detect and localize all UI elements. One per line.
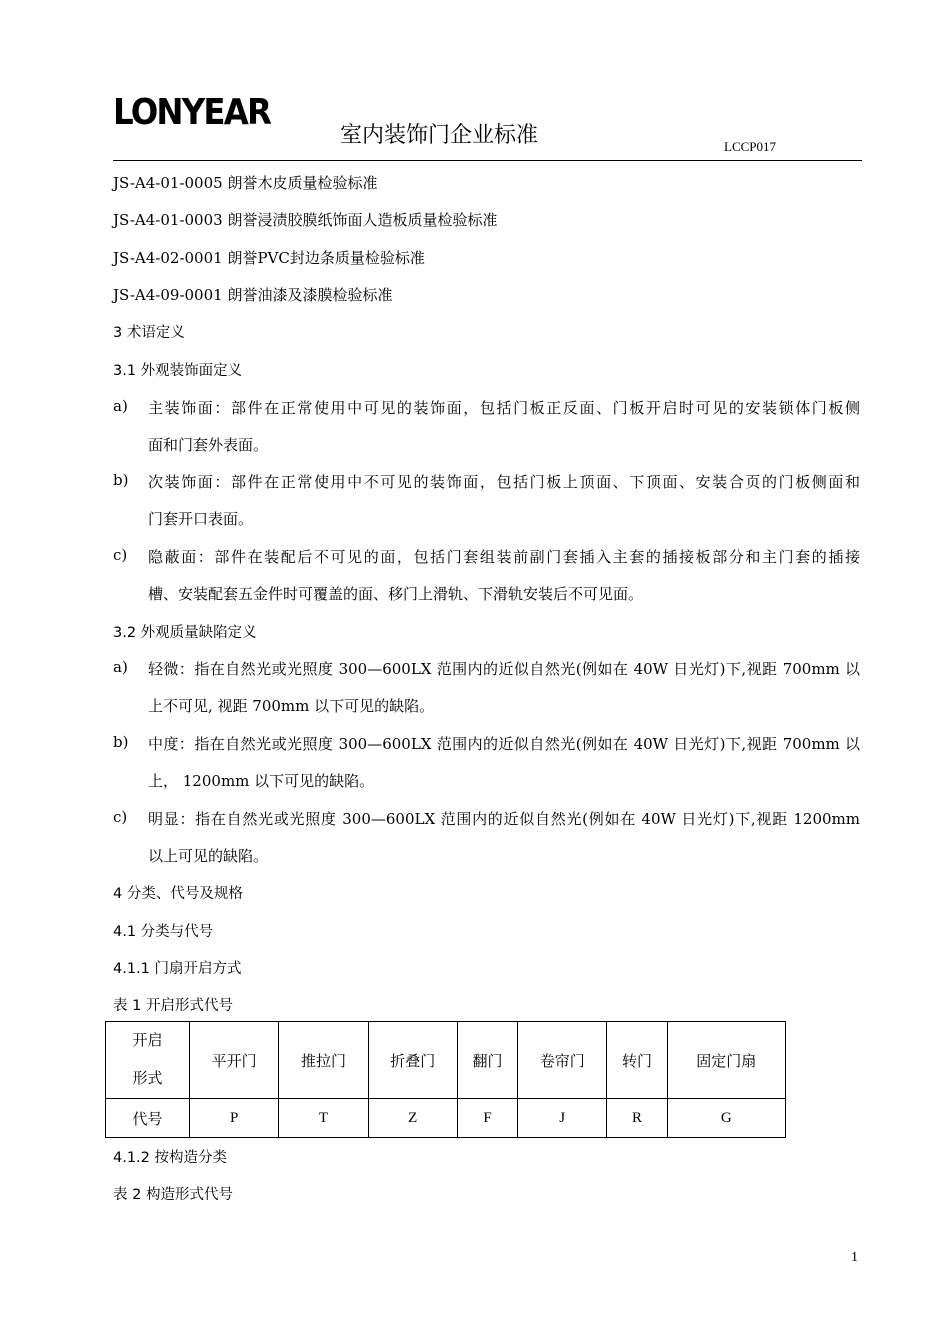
subsection-heading: 4.1.2 按构造分类 bbox=[113, 1150, 228, 1166]
header-divider bbox=[113, 160, 862, 161]
table-cell: 推拉门 bbox=[279, 1022, 368, 1099]
item-marker: b) bbox=[113, 733, 129, 751]
item-marker: a) bbox=[113, 397, 128, 415]
table-cell: 固定门扇 bbox=[667, 1022, 785, 1099]
table-cell: G bbox=[667, 1099, 785, 1138]
company-logo: LONYEAR bbox=[113, 92, 271, 133]
reference-standard: JS-A4-01-0005 朗誉木皮质量检验标准 bbox=[113, 174, 378, 192]
item-text-line: 次装饰面：部件在正常使用中不可见的装饰面，包括门板上顶面、下顶面、安装合页的门板侧面和 bbox=[148, 473, 860, 491]
item-text-continuation: 面和门套外表面。 bbox=[148, 436, 269, 454]
table-cell: J bbox=[518, 1099, 607, 1138]
subsection-heading: 3.2 外观质量缺陷定义 bbox=[113, 625, 257, 641]
table-header-label: 开启 形式 bbox=[106, 1022, 190, 1099]
document-title: 室内装饰门企业标准 bbox=[340, 123, 539, 148]
table-cell: 转门 bbox=[607, 1022, 667, 1099]
document-code: LCCP017 bbox=[724, 139, 777, 154]
item-text-line: 轻微：指在自然光或光照度 300—600LX 范围内的近似自然光(例如在 40W 日光灯)下,视距 700mm 以 bbox=[148, 660, 860, 678]
table-cell: 折叠门 bbox=[368, 1022, 457, 1099]
page-number: 1 bbox=[851, 1250, 858, 1265]
subsection-heading: 4.1 分类与代号 bbox=[113, 924, 214, 940]
table-caption: 表 1 开启形式代号 bbox=[113, 998, 233, 1014]
table-header-label: 代号 bbox=[106, 1099, 190, 1138]
table-row bbox=[106, 1099, 786, 1138]
reference-standard: JS-A4-02-0001 朗誉PVC封边条质量检验标准 bbox=[113, 249, 425, 267]
item-marker: a) bbox=[113, 658, 128, 676]
item-text-continuation: 上不可见, 视距 700mm 以下可见的缺陷。 bbox=[148, 697, 435, 715]
section-heading: 4 分类、代号及规格 bbox=[113, 886, 243, 902]
item-text-line: 主装饰面：部件在正常使用中可见的装饰面，包括门板正反面、门板开启时可见的安装锁体门板侧 bbox=[148, 399, 860, 417]
reference-standard: JS-A4-09-0001 朗誉油漆及漆膜检验标准 bbox=[113, 286, 393, 304]
table-row bbox=[106, 1022, 786, 1099]
section-heading: 3 术语定义 bbox=[113, 325, 185, 341]
item-marker: b) bbox=[113, 471, 129, 489]
table-cell: 卷帘门 bbox=[518, 1022, 607, 1099]
opening-type-code-table bbox=[105, 1021, 786, 1138]
table-cell: Z bbox=[368, 1099, 457, 1138]
table-cell: T bbox=[279, 1099, 368, 1138]
item-text-line: 明显：指在自然光或光照度 300—600LX 范围内的近似自然光(例如在 40W 日光灯)下,视距 1200mm bbox=[148, 810, 860, 828]
subsection-heading: 4.1.1 门扇开启方式 bbox=[113, 961, 242, 977]
table-cell: P bbox=[190, 1099, 279, 1138]
table-cell: 翻门 bbox=[457, 1022, 517, 1099]
item-text-line: 隐蔽面：部件在装配后不可见的面，包括门套组装前副门套插入主套的插接板部分和主门套的插接 bbox=[148, 548, 860, 566]
subsection-heading: 3.1 外观装饰面定义 bbox=[113, 363, 243, 379]
item-text-continuation: 槽、安装配套五金件时可覆盖的面、移门上滑轨、下滑轨安装后不可见面。 bbox=[148, 585, 644, 603]
table-caption: 表 2 构造形式代号 bbox=[113, 1187, 233, 1203]
item-text-continuation: 上， 1200mm 以下可见的缺陷。 bbox=[148, 772, 375, 790]
table-cell: R bbox=[607, 1099, 667, 1138]
table-cell: 平开门 bbox=[190, 1022, 279, 1099]
reference-standard: JS-A4-01-0003 朗誉浸渍胶膜纸饰面人造板质量检验标准 bbox=[113, 211, 498, 229]
item-text-continuation: 门套开口表面。 bbox=[148, 510, 254, 528]
item-text-line: 中度：指在自然光或光照度 300—600LX 范围内的近似自然光(例如在 40W 日光灯)下,视距 700mm 以 bbox=[148, 735, 860, 753]
item-text-continuation: 以上可见的缺陷。 bbox=[148, 847, 269, 865]
item-marker: c) bbox=[113, 808, 128, 826]
item-marker: c) bbox=[113, 546, 128, 564]
table-cell: F bbox=[457, 1099, 517, 1138]
